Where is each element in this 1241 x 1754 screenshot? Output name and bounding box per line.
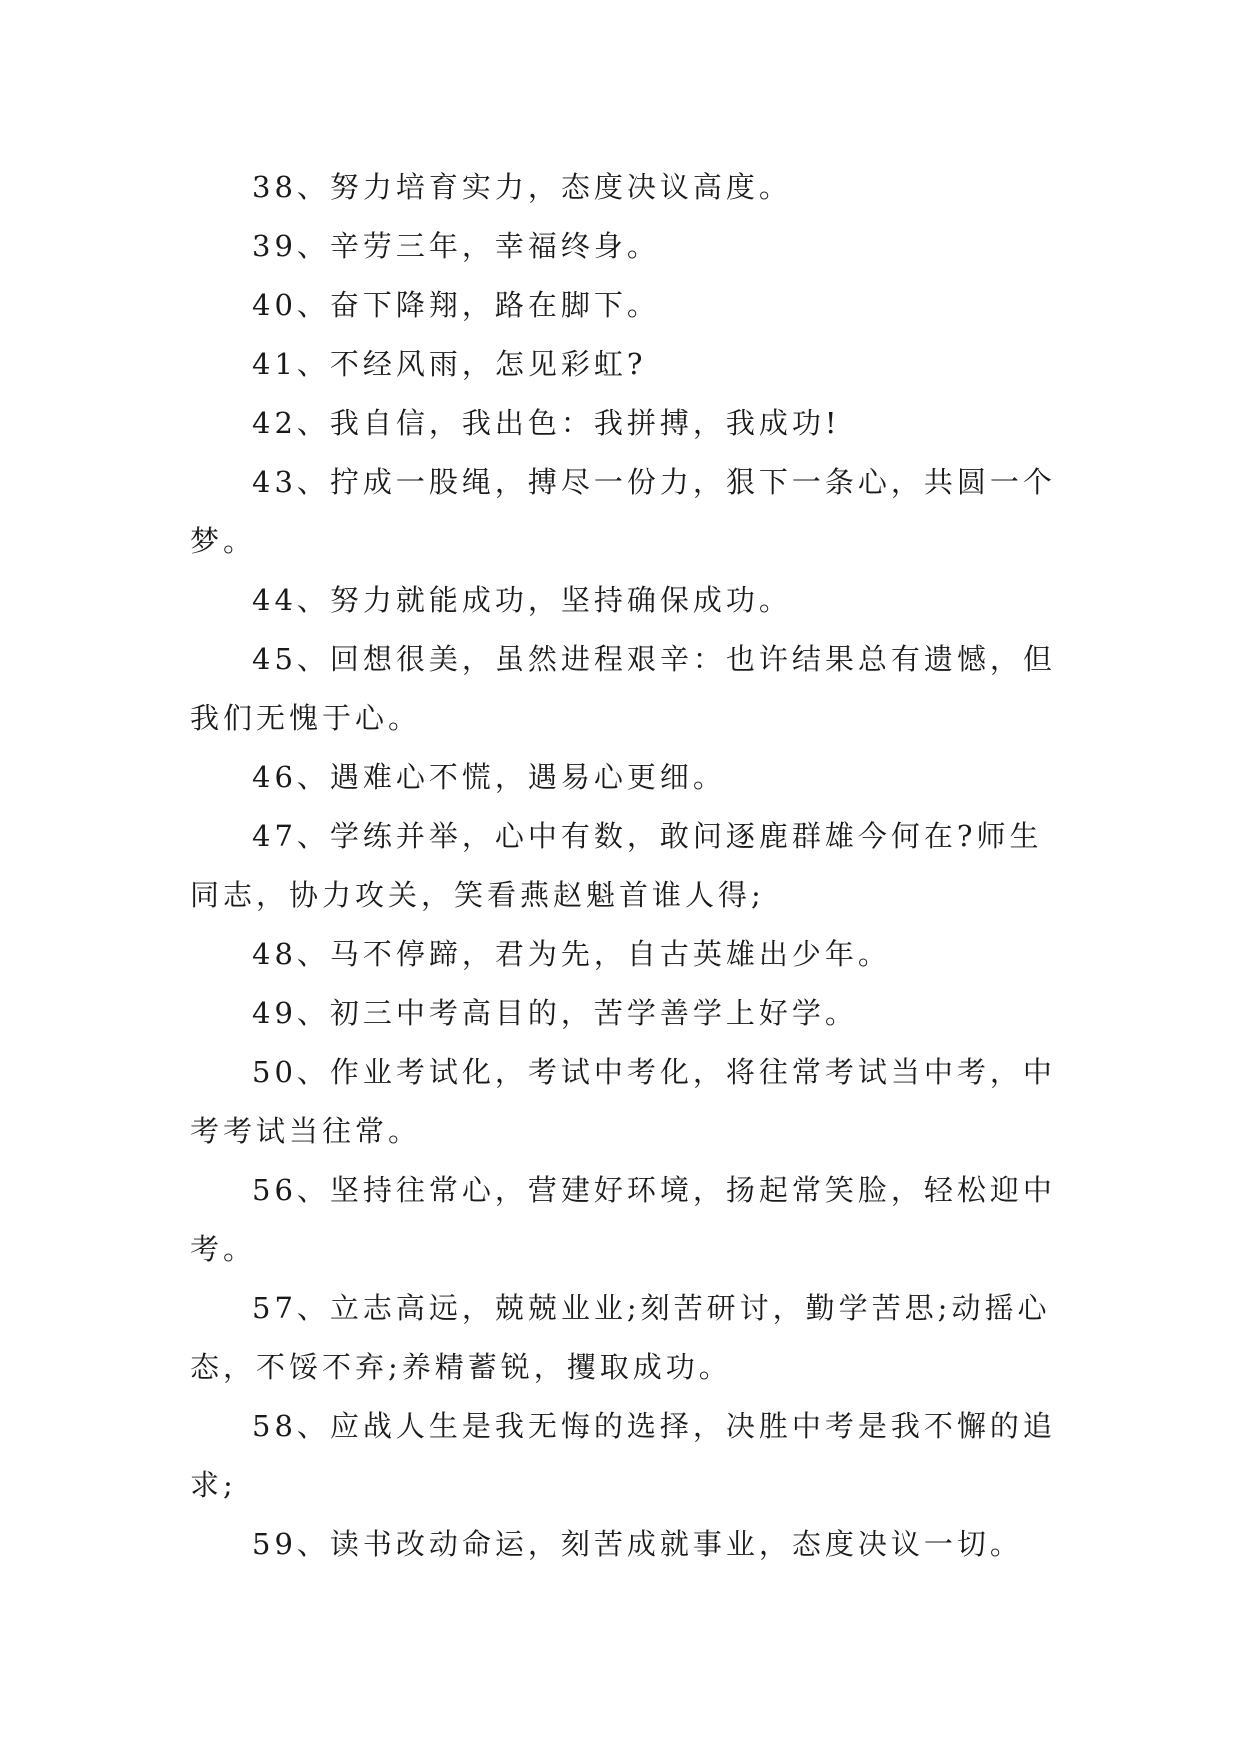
paragraph-46 [190, 748, 1050, 807]
paragraph-line: 48、马不停蹄，君为先，自古英雄出少年。 [252, 937, 891, 971]
paragraph-line: 我们无愧于心。 [190, 701, 422, 735]
paragraph-56 [190, 1161, 1056, 1279]
paragraph-line: 46、遇难心不慌，遇易心更细。 [252, 760, 726, 794]
paragraph-39 [190, 217, 1050, 276]
paragraph-line: 47、学练并举，心中有数，敢问逐鹿群雄今何在?师生 [252, 819, 1043, 853]
paragraph-43 [190, 453, 1056, 571]
paragraph-line: 50、作业考试化，考试中考化，将往常考试当中考，中 [252, 1055, 1056, 1089]
paragraph-line: 43、拧成一股绳，搏尽一份力，狠下一条心，共圆一个 [252, 465, 1056, 499]
paragraph-58 [190, 1397, 1056, 1515]
paragraph-line: 44、努力就能成功，坚持确保成功。 [252, 583, 792, 617]
paragraph-line: 38、努力培育实力，态度决议高度。 [252, 170, 792, 204]
paragraph-line: 49、初三中考高目的，苦学善学上好学。 [252, 996, 858, 1030]
paragraph-line: 40、奋下降翔，路在脚下。 [252, 288, 660, 322]
paragraph-47 [190, 807, 1050, 925]
paragraph-38 [190, 158, 1050, 217]
paragraph-line: 梦。 [190, 524, 257, 558]
paragraph-line: 同志，协力攻关，笑看燕赵魁首谁人得; [190, 878, 765, 912]
paragraph-45 [190, 630, 1056, 748]
paragraph-48 [190, 925, 1050, 984]
paragraph-line: 58、应战人生是我无悔的选择，决胜中考是我不懈的追 [252, 1409, 1056, 1443]
paragraph-40 [190, 276, 1050, 335]
document-body [190, 158, 1056, 1574]
paragraph-line: 57、立志高远，兢兢业业;刻苦研讨，勤学苦思;动摇心 [252, 1291, 1051, 1325]
paragraph-line: 态，不馁不弃;养精蓄锐，攫取成功。 [190, 1350, 732, 1384]
paragraph-line: 41、不经风雨，怎见彩虹? [252, 347, 647, 381]
paragraph-59 [190, 1515, 1050, 1574]
paragraph-line: 56、坚持往常心，营建好环境，扬起常笑脸，轻松迎中 [252, 1173, 1056, 1207]
paragraph-line: 42、我自信，我出色：我拼搏，我成功! [252, 406, 841, 440]
paragraph-line: 求; [190, 1468, 237, 1502]
paragraph-57 [190, 1279, 1050, 1397]
paragraph-42 [190, 394, 1050, 453]
paragraph-line: 考。 [190, 1232, 257, 1266]
paragraph-line: 59、读书改动命运，刻苦成就事业，态度决议一切。 [252, 1527, 1023, 1561]
paragraph-50 [190, 1043, 1056, 1161]
paragraph-44 [190, 571, 1050, 630]
paragraph-line: 45、回想很美，虽然进程艰辛：也许结果总有遗憾，但 [252, 642, 1056, 676]
paragraph-41 [190, 335, 1050, 394]
paragraph-line: 考考试当往常。 [190, 1114, 422, 1148]
paragraph-49 [190, 984, 1050, 1043]
paragraph-line: 39、辛劳三年，幸福终身。 [252, 229, 660, 263]
